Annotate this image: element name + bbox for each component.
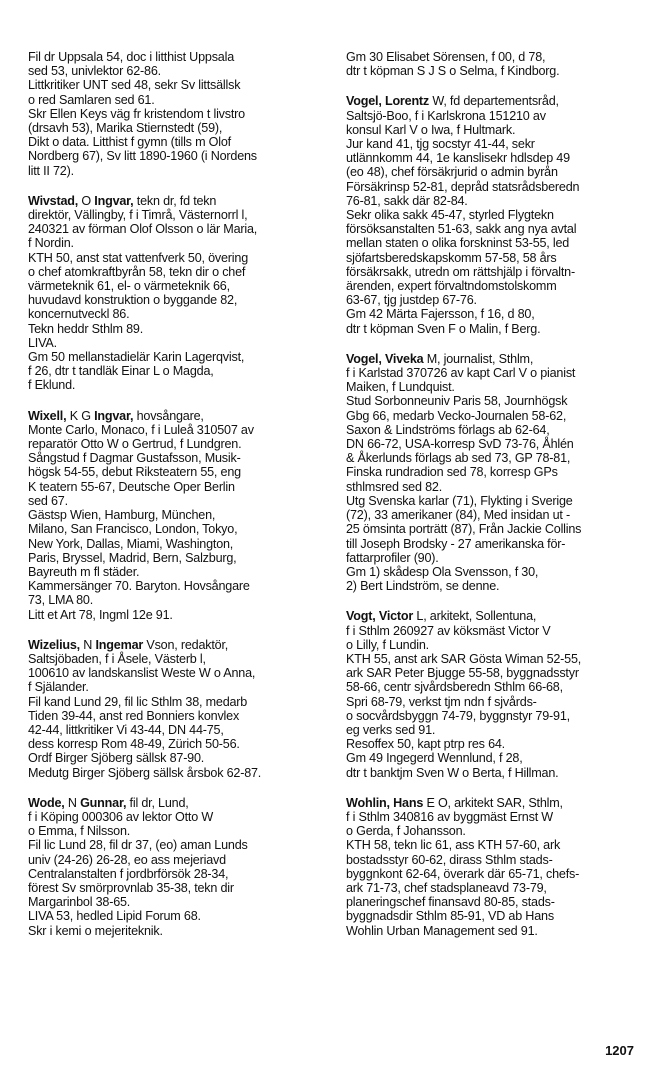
entry-line: Medutg Birger Sjöberg sällsk årsbok 62-87. [28,765,262,780]
entry-line: sed 67. [28,493,68,508]
entry-line: Jur kand 41, tjg socstyr 41-44, sekr [346,137,535,152]
entry-given-name: Ingvar, [94,193,134,208]
entry-heading-text: hovsångare, [133,408,204,423]
entry-line: Försäkrinsp 52-81, depråd statsrådsberedn [346,179,580,194]
entry-line: Wohlin Urban Management sed 91. [346,923,538,938]
entry-line: Milano, San Francisco, London, Tokyo, [28,522,238,537]
entry-line: f i Sthlm 260927 av köksmäst Victor V [346,623,551,638]
entry-line: mellan staten o olika forskninst 53-55, led [346,236,570,251]
entry-line: huvudavd konstruktion o byggande 82, [28,293,238,308]
entry-line: 42-44, littkritiker Vi 43-44, DN 44-75, [28,722,224,737]
entry-line: 240321 av förman Olof Olsson o lär Maria, [28,222,258,237]
entry-line: univ (24-26) 26-28, eo ass mejeriavd [28,852,226,867]
entry-line: Centralanstalten f jordbrförsök 28-34, [28,866,229,881]
entry-line: (eo 48), chef försäkrjurid o admin byrån [346,165,558,180]
entry-surname: Wizelius, [28,637,80,652]
entry-line: LIVA 53, hedled Lipid Forum 68. [28,909,201,924]
entry-line: DN 66-72, USA-korresp SvD 73-76, Åhlén [346,437,574,452]
entry-line: högsk 54-55, debut Riksteatern 55, eng [28,465,241,480]
entry-line: ark 71-73, chef stadsplaneavd 73-79, [346,880,547,895]
entry-line: försäkrsakk, utredn om rättshjälp i förvaltn- [346,264,575,279]
entry-heading [28,409,328,423]
entry-line: värmeteknik 61, el- o värmeteknik 66, [28,279,230,294]
page-number: 1207 [605,1043,634,1058]
entry-heading-text: E O, arkitekt SAR, Sthlm, [423,795,563,810]
entry-line: dtr t köpman Sven F o Malin, f Berg. [346,321,541,336]
entry-line: byggnadsdir Sthlm 85-91, VD ab Hans [346,909,554,924]
entry-line: försöksanstalten 51-63, sakk ang nya avtal [346,222,577,237]
entry-line: Saxon & Lindströms förlags ab 62-64, [346,422,550,437]
entry-line: Gästsp Wien, Hamburg, München, [28,508,216,523]
entry-wode [28,796,328,938]
entry-continuation-right [346,50,651,78]
entry-line: 63-67, tjg justdep 67-76. [346,293,477,308]
entry-given-name: Ingemar [95,637,144,652]
entry-line: Utg Svenska karlar (71), Flykting i Sverige [346,493,573,508]
entry-line: Fil kand Lund 29, fil lic Sthlm 38, medarb [28,694,248,709]
entry-line: Litt et Art 78, Ingml 12e 91. [28,607,173,622]
entry-line: o red Samlaren sed 61. [28,92,155,107]
entry-line: KTH 58, tekn lic 61, ass KTH 57-60, ark [346,838,561,853]
entry-line: Skr i kemi o mejeriteknik. [28,923,163,938]
entry-line: 25 ömsinta porträtt (87), Från Jackie Collins [346,522,582,537]
entry-line: 58-66, centr sjvårdsberedn Sthlm 66-68, [346,680,563,695]
entry-given-name: Gunnar, [80,795,127,810]
entry-line: o Lilly, f Lundin. [346,637,429,652]
entry-surname: Wode, [28,795,65,810]
entry-line: Gm 49 Ingegerd Wennlund, f 28, [346,751,523,766]
entry-line: Fil lic Lund 28, fil dr 37, (eo) aman Lunds [28,838,248,853]
entry-heading-text: tekn dr, fd tekn [133,193,217,208]
entry-line: (72), 33 amerikaner (84), Med insidan ut - [346,508,570,523]
entry-line: 100610 av landskanslist Weste W o Anna, [28,666,256,681]
entry-heading-text: O [78,193,95,208]
entry-line: Paris, Bryssel, Madrid, Bern, Salzburg, [28,550,237,565]
entry-vogt-victor [346,609,651,779]
entry-line: ärenden, expert förvaltndomstolskomm [346,279,557,294]
entry-line: o Emma, f Nilsson. [28,824,131,839]
entry-heading [346,609,651,623]
entry-line: sthlmsred sed 82. [346,479,442,494]
entry-heading-text: K G [66,408,95,423]
entry-heading-text: Vson, redaktör, [143,637,229,652]
entry-line: koncernutveckl 86. [28,307,130,322]
entry-line: Gbg 66, medarb Vecko-Journalen 58-62, [346,408,567,423]
entry-heading-text: N [64,795,81,810]
entry-line: f i Sthlm 340816 av byggmäst Ernst W [346,809,553,824]
entry-line: 2) Bert Lindström, se denne. [346,579,500,594]
entry-line: 73, LMA 80. [28,593,94,608]
entry-line: Monte Carlo, Monaco, f i Luleå 310507 av [28,422,254,437]
entry-heading [28,194,328,208]
entry-line: sed 53, univlektor 62-86. [28,64,161,79]
entry-line: Sekr olika sakk 45-47, styrled Flygtekn [346,208,554,223]
entry-line: sjöfartsberedskapskomm 57-58, 58 års [346,250,557,265]
entry-given-name: Ingvar, [94,408,134,423]
entry-line: litt II 72). [28,163,74,178]
entry-line: Kammersänger 70. Baryton. Hovsångare [28,579,250,594]
left-column [28,50,328,938]
entry-heading-text: W, fd departementsråd, [429,94,559,109]
entry-line: till Joseph Brodsky - 27 amerikanska för- [346,536,566,551]
entry-line: Gm 1) skådesp Ola Svensson, f 30, [346,564,539,579]
entry-line: Gm 42 Märta Fajersson, f 16, d 80, [346,307,535,322]
entry-line: byggnkont 62-64, överark där 65-71, chefs- [346,866,580,881]
entry-line: Finska rundradion sed 78, korresp GPs [346,465,558,480]
entry-line: direktör, Vällingby, f i Timrå, Västernorrl l, [28,208,248,223]
entry-wivstad [28,194,328,393]
entry-line: KTH 50, anst stat vattenfverk 50, övering [28,250,249,265]
entry-vogel-lorentz [346,94,651,335]
entry-line: eg verks sed 91. [346,722,436,737]
entry-line: f Eklund. [28,378,76,393]
entry-line: Dikt o data. Litthist f gymn (tills m Olof [28,135,231,150]
entry-surname: Vogel, Lorentz [346,94,430,109]
entry-line: planeringschef finansavd 80-85, stads- [346,895,555,910]
entry-line: Skr Ellen Keys väg fr kristendom t livstro [28,106,245,121]
entry-line: ark SAR Peter Bjugge 55-58, byggnadsstyr [346,666,579,681]
entry-line: K teatern 55-67, Deutsche Oper Berlin [28,479,235,494]
entry-line: Maiken, f Lundquist. [346,380,455,395]
entry-line: 76-81, sakk där 82-84. [346,193,468,208]
entry-line: f i Karlstad 370726 av kapt Carl V o pianist [346,366,576,381]
entry-surname: Wivstad, [28,193,79,208]
entry-line: dess korresp Rom 48-49, Zürich 50-56. [28,737,240,752]
entry-heading [28,638,328,652]
entry-line: New York, Dallas, Miami, Washington, [28,536,234,551]
entry-heading [28,796,328,810]
entry-line: Saltsjö-Boo, f i Karlskrona 151210 av [346,108,546,123]
entry-vogel-viveka [346,352,651,593]
entry-heading [346,796,651,810]
entry-line: f Nordin. [28,236,74,251]
entry-line: Tiden 39-44, anst red Bonniers konvlex [28,708,240,723]
entry-line: Saltsjöbaden, f i Åsele, Västerb l, [28,651,206,666]
entry-line: dtr t köpman S J S o Selma, f Kindborg. [346,64,560,79]
entry-wixell [28,409,328,622]
right-column [346,50,651,938]
entry-line: f i Köping 000306 av lektor Otto W [28,809,214,824]
entry-line: f 26, dtr t tandläk Einar L o Magda, [28,364,214,379]
entry-surname: Wohlin, Hans [346,795,424,810]
entry-line: o Gerda, f Johansson. [346,824,466,839]
entry-line: konsul Karl V o Iwa, f Hultmark. [346,122,516,137]
entry-line: Gm 50 mellanstadielär Karin Lagerqvist, [28,350,245,365]
entry-line: KTH 55, anst ark SAR Gösta Wiman 52-55, [346,651,582,666]
entry-heading-text: fil dr, Lund, [126,795,189,810]
entry-line: Fil dr Uppsala 54, doc i litthist Uppsala [28,50,234,64]
entry-heading [346,352,651,366]
entry-heading-text: N [79,637,96,652]
entry-surname: Vogel, Viveka [346,351,424,366]
entry-line: Tekn heddr Sthlm 89. [28,321,144,336]
entry-line: Bayreuth m fl städer. [28,564,140,579]
entry-heading-text: M, journalist, Sthlm, [423,351,534,366]
entry-line: Resoffex 50, kapt ptrp res 64. [346,737,505,752]
entry-line: Stud Sorbonneuniv Paris 58, Journhögsk [346,394,568,409]
entry-continuation-left [28,50,328,178]
entry-line: Sångstud f Dagmar Gustafsson, Musik- [28,451,241,466]
entry-wohlin-hans [346,796,651,938]
entry-surname: Wixell, [28,408,67,423]
entry-line: fattarprofiler (90). [346,550,439,565]
entry-heading-text: L, arkitekt, Sollentuna, [413,609,537,624]
entry-line: Littkritiker UNT sed 48, sekr Sv littsällsk [28,78,241,93]
entry-line: Ordf Birger Sjöberg sällsk 87-90. [28,751,205,766]
entry-surname: Vogt, Victor [346,609,414,624]
entry-line: förest Sv smörprovnlab 35-38, tekn dir [28,880,234,895]
entry-line: reparatör Otto W o Gertrud, f Lundgren. [28,437,242,452]
entry-line: o chef atomkraftbyrån 58, tekn dir o chef [28,264,246,279]
entry-line: Nordberg 67), Sv litt 1890-1960 (i Nordens [28,149,257,164]
entry-line: dtr t banktjm Sven W o Berta, f Hillman. [346,765,559,780]
entry-heading [346,94,651,108]
entry-line: o socvårdsbyggn 74-79, byggnstyr 79-91, [346,708,570,723]
entry-line: bostadsstyr 60-62, dirass Sthlm stads- [346,852,553,867]
entry-line: (drsavh 53), Marika Stiernstedt (59), [28,121,223,136]
entry-line: & Åkerlunds förlags ab sed 73, GP 78-81, [346,451,571,466]
entry-line: f Själander. [28,680,89,695]
entry-line: utlännkomm 44, 1e kanslisekr hdlsdep 49 [346,151,570,166]
entry-line: Margarinbol 38-65. [28,895,131,910]
entry-wizelius [28,638,328,780]
entry-line: Spri 68-79, verkst tjm ndn f sjvårds- [346,694,537,709]
entry-line: LIVA. [28,335,57,350]
entry-line: Gm 30 Elisabet Sörensen, f 00, d 78, [346,50,546,64]
